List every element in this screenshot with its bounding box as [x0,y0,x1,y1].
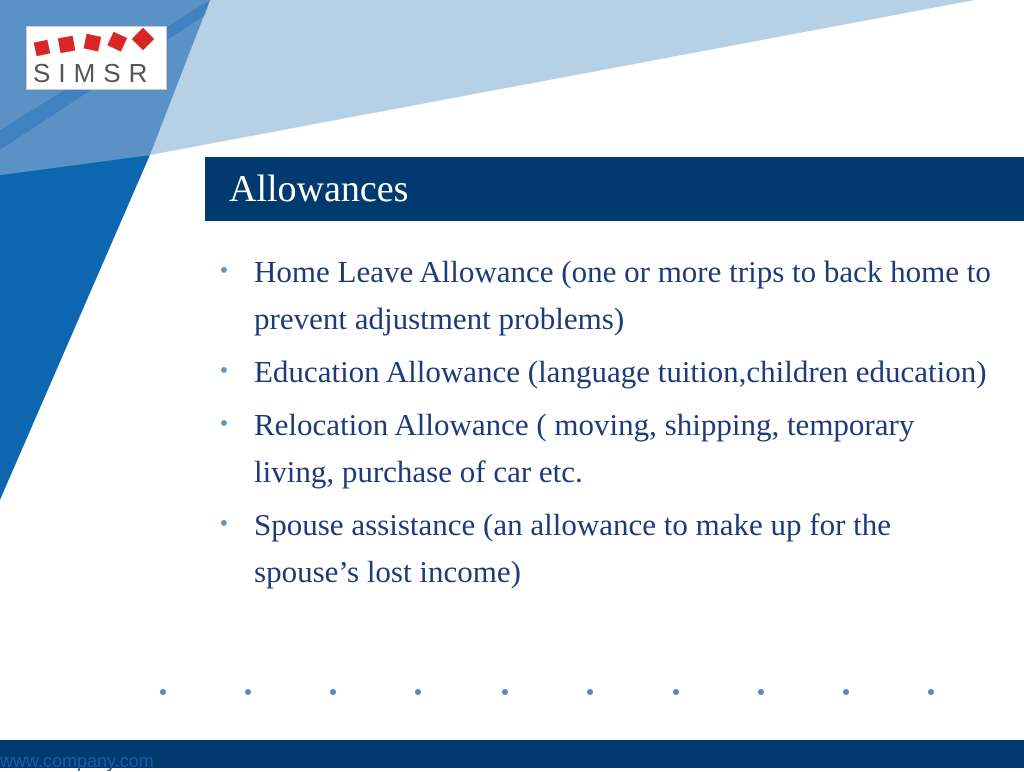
divider-dot [330,689,336,695]
divider-dot [843,689,849,695]
divider-dot [245,689,251,695]
bullet-icon: • [219,358,229,384]
footer-url: www.company.com [0,751,154,771]
bullet-icon: • [219,411,229,437]
bullet-item [214,401,994,495]
divider-dot [673,689,679,695]
divider-dot [758,689,764,695]
dark-blue-wedge [0,155,150,500]
bullet-item [214,501,994,595]
divider-dot [928,689,934,695]
bullet-item [214,348,994,395]
bullet-text: Education Allowance (language tuition,children education) [254,354,987,389]
bullet-text: Home Leave Allowance (one or more trips to back home to prevent adjustment problems) [254,254,991,336]
simsr-logo [26,26,167,90]
slide-title: Allowances [229,168,409,210]
divider-dots [0,686,1024,700]
divider-dot [415,689,421,695]
bullet-text: Spouse assistance (an allowance to make up for the spouse’s lost income) [254,507,892,589]
divider-dot [587,689,593,695]
divider-dot [502,689,508,695]
bullet-icon: • [219,258,229,284]
bullet-text: Relocation Allowance ( moving, shipping, temporary living, purchase of car etc. [254,407,915,489]
bullet-icon: • [219,511,229,537]
bullet-list [214,248,994,601]
divider-dot [160,689,166,695]
title-bar [205,157,1024,221]
footer-bar [0,740,1024,771]
svg-text:SIMSR: SIMSR [33,58,156,88]
bullet-item [214,248,994,342]
